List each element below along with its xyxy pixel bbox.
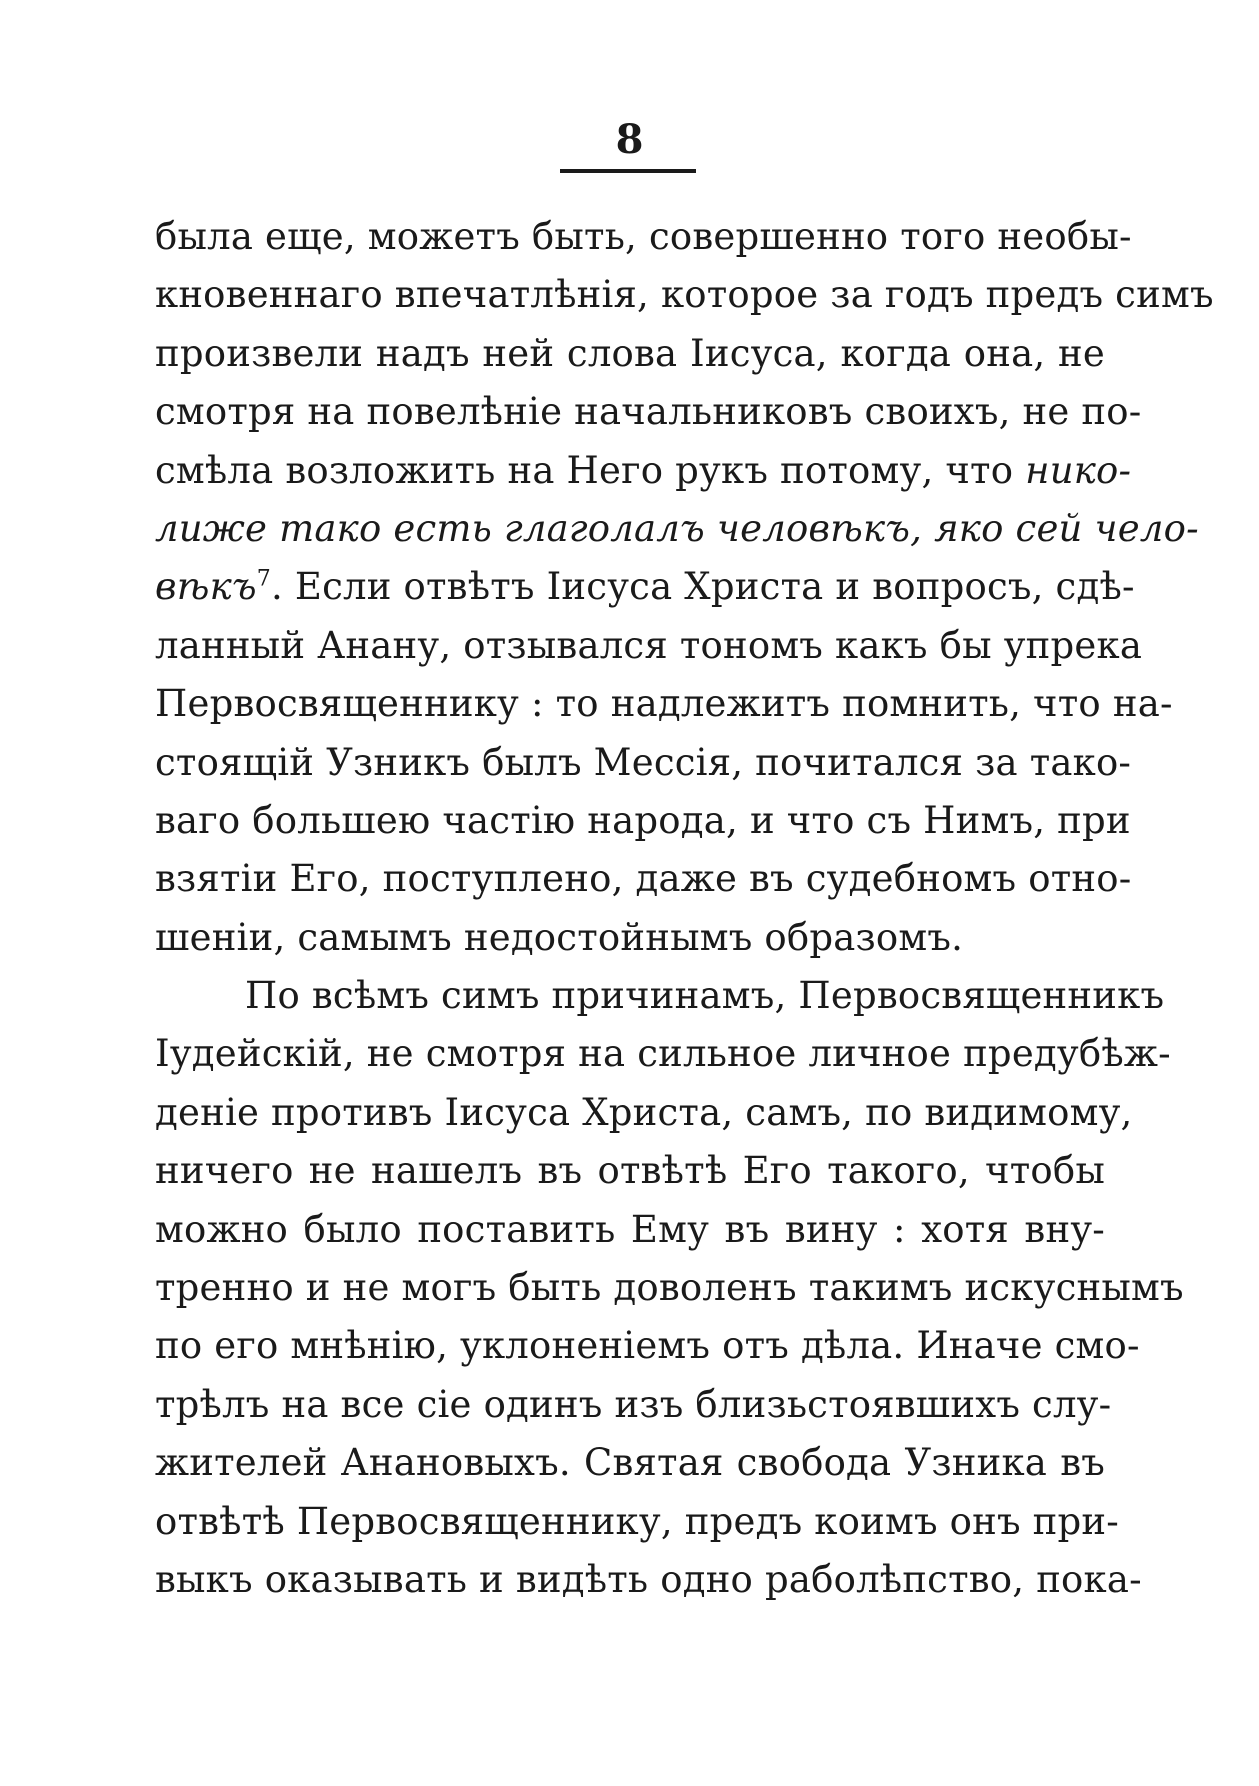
text-line: была еще, можетъ быть, совершенно того необы- <box>155 215 1132 258</box>
text-line: шеніи, самымъ недостойнымъ образомъ. <box>155 915 964 959</box>
text-line <box>155 558 1135 616</box>
header-rule <box>560 169 696 173</box>
text-line: жителей Анановыхъ. Святая свобода Узника въ <box>155 1441 1105 1485</box>
text-line: произвели надъ ней слова Іисуса, когда она, не <box>155 331 1105 375</box>
text-line: отвѣтѣ Первосвященнику, предъ коимъ онъ при- <box>155 1499 1119 1543</box>
footnote-marker: 7 <box>256 567 271 593</box>
text-line: по его мнѣнію, уклоненіемъ отъ дѣла. Иначе смо- <box>155 1324 1140 1368</box>
text-line: трѣлъ на все сіе одинъ изъ близьстоявшихъ слу- <box>155 1382 1112 1426</box>
text-line: ланный Анану, отзывался тономъ какъ бы упрека <box>155 623 1143 667</box>
text-segment: . Если отвѣтъ Іисуса Христа и вопросъ, сдѣ- <box>270 565 1135 609</box>
text-line: деніе противъ Іисуса Христа, самъ, по видимому, <box>155 1090 1133 1134</box>
text-line: Первосвященнику : то надлежитъ помнить, что на- <box>155 682 1173 726</box>
text-line: По всѣмъ симъ причинамъ, Первосвященникъ <box>245 974 1165 1018</box>
text-line: стоящій Узникъ былъ Мессія, почитался за тако- <box>155 740 1132 784</box>
text-line: ничего не нашелъ въ отвѣтѣ Его такого, чтобы <box>155 1149 1105 1193</box>
body-text <box>155 208 1214 1609</box>
text-line: взятіи Его, поступлено, даже въ судебномъ отно- <box>155 857 1132 901</box>
text-line <box>155 442 1132 500</box>
text-line: кновеннаго впечатлѣнія, которое за годъ предъ симъ <box>155 273 1214 317</box>
text-line: смотря на повелѣніе начальниковъ своихъ, не по- <box>155 390 1142 434</box>
text-line: Іудейскій, не смотря на сильное личное предубѣж- <box>155 1032 1171 1076</box>
text-segment: смѣла возложить на Него рукъ потому, что <box>155 448 1026 492</box>
text-line: выкъ оказывать и видѣть одно раболѣпство, пока- <box>155 1557 1142 1601</box>
quote-italic: вѣкъ <box>155 565 257 609</box>
quote-italic: нико- <box>1025 448 1132 492</box>
quote-italic: лиже тако есть глаголалъ человѣкъ, яко сей чело- <box>155 506 1199 550</box>
text-line: тренно и не могъ быть доволенъ такимъ искуснымъ <box>155 1266 1184 1310</box>
page-number: 8 <box>615 116 644 163</box>
text-line <box>155 500 1199 558</box>
text-line: можно было поставить Ему въ вину : хотя вну- <box>155 1207 1105 1251</box>
text-line: ваго большею частію народа, и что съ Нимъ, при <box>155 798 1131 842</box>
